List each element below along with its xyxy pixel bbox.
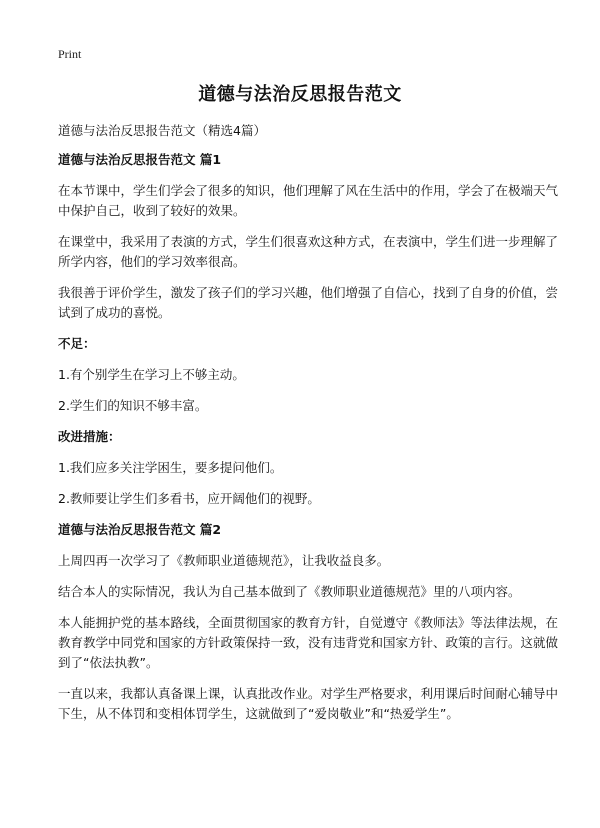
- paragraph: 结合本人的实际情况，我认为自己基本做到了《教师职业道德规范》里的八项内容。: [58, 584, 521, 599]
- list-item: 2.学生们的知识不够丰富。: [58, 398, 208, 413]
- section-heading-1: 道德与法治反思报告范文 篇1: [58, 152, 222, 167]
- document-body: [58, 121, 558, 735]
- paragraph: 本人能拥护党的基本路线，全面贯彻国家的教育方针，自觉遵守《教师法》等法律法规，在教育教学中同党和国家的方针政策保持一致，没有违背党和国家方针、政策的言行。这就做到了“依法执教”。: [58, 615, 559, 670]
- paragraph: 一直以来，我都认真备课上课，认真批改作业。对学生严格要求，利用课后时间耐心辅导中下生，从不体罚和变相体罚学生，这就做到了“爱岗敬业”和“热爱学生”。: [58, 686, 559, 721]
- shortcoming-heading: 不足：: [58, 336, 96, 351]
- list-item: 1.有个别学生在学习上不够主动。: [58, 367, 245, 382]
- improvement-heading: 改进措施：: [58, 429, 121, 444]
- section-heading-2: 道德与法治反思报告范文 篇2: [58, 522, 222, 537]
- document-subtitle: 道德与法治反思报告范文（精选4篇）: [58, 123, 266, 138]
- list-item: 1.我们应多关注学困生，要多提问他们。: [58, 460, 283, 475]
- paragraph: 在课堂中，我采用了表演的方式，学生们很喜欢这种方式，在表演中，学生们进一步理解了所学内容，他们的学习效率很高。: [58, 234, 559, 269]
- paragraph: 我很善于评价学生，激发了孩子们的学习兴趣，他们增强了自信心，找到了自身的价值，尝试到了成功的喜悦。: [58, 285, 559, 320]
- list-item: 2.教师要让学生们多看书，应开阔他们的视野。: [58, 491, 320, 506]
- paragraph: 在本节课中，学生们学会了很多的知识，他们理解了风在生活中的作用，学会了在极端天气中保护自己，收到了较好的效果。: [58, 183, 559, 218]
- paragraph: 上周四再一次学习了《教师职业道德规范》，让我收益良多。: [58, 553, 390, 568]
- print-link[interactable]: Print: [58, 47, 82, 61]
- page-title: 道德与法治反思报告范文: [198, 84, 402, 105]
